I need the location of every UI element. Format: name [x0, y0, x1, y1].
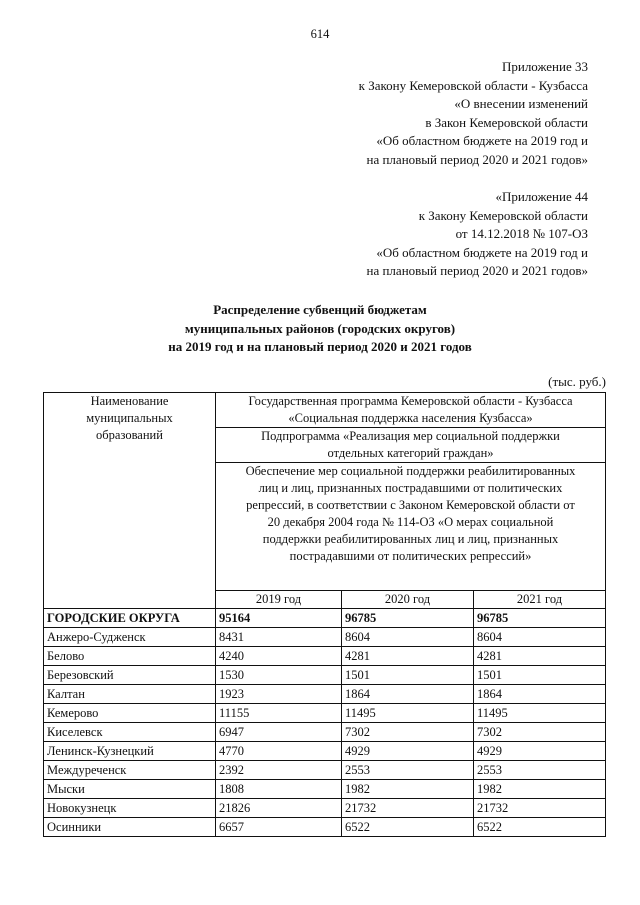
table-row [44, 685, 606, 704]
row-value-2019: 95164 [216, 609, 342, 628]
table-row [44, 761, 606, 780]
row-value-2019: 6657 [216, 818, 342, 837]
year-header-2019: 2019 год [216, 591, 342, 609]
row-value-2020: 6522 [342, 818, 474, 837]
table-row [44, 704, 606, 723]
measure-header: Обеспечение мер социальной поддержки реабилитированных лиц и лиц, признанных пострадавшими от политических репрессий, в соответствии с Законом Кемеровской области от 20 декабря 2004 года № 114-ОЗ «О мерах социальной поддержки реабилитированных лиц и лиц, признанных пострадавшими от политических репрессий» [216, 463, 606, 591]
appendix-line: к Закону Кемеровской области [418, 207, 588, 223]
appendix-line: в Закон Кемеровской области [425, 114, 588, 130]
page-number: 614 [310, 27, 330, 41]
appendix-line: «Об областном бюджете на 2019 год и [376, 133, 588, 149]
row-value-2021: 4281 [474, 647, 606, 666]
program-header: Государственная программа Кемеровской области - Кузбасса «Социальная поддержка населения Кузбасса» [216, 393, 606, 428]
row-value-2020: 8604 [342, 628, 474, 647]
appendix-line: на плановый период 2020 и 2021 годов» [366, 263, 588, 279]
row-value-2019: 2392 [216, 761, 342, 780]
table-row [44, 742, 606, 761]
row-value-2020: 96785 [342, 609, 474, 628]
row-name: ГОРОДСКИЕ ОКРУГА [44, 609, 216, 628]
row-value-2021: 1982 [474, 780, 606, 799]
table-row [44, 799, 606, 818]
row-name: Белово [44, 647, 216, 666]
row-value-2020: 4281 [342, 647, 474, 666]
appendix-line: «Приложение 44 [495, 189, 588, 204]
row-value-2019: 1808 [216, 780, 342, 799]
row-value-2020: 11495 [342, 704, 474, 723]
appendix-line: «Об областном бюджете на 2019 год и [376, 244, 588, 260]
title-line: муниципальных районов (городских округов) [184, 320, 456, 336]
subprogram-header: Подпрограмма «Реализация мер социальной поддержки отдельных категорий граждан» [216, 428, 606, 463]
table-row [44, 666, 606, 685]
units-label: (тыс. руб.) [548, 374, 606, 389]
year-header-2020: 2020 год [342, 591, 474, 609]
row-value-2021: 21732 [474, 799, 606, 818]
row-value-2019: 4240 [216, 647, 342, 666]
row-value-2019: 8431 [216, 628, 342, 647]
table-header-row [44, 393, 606, 428]
document-title [0, 301, 640, 357]
row-name: Мыски [44, 780, 216, 799]
row-value-2021: 7302 [474, 723, 606, 742]
table-row [44, 628, 606, 647]
row-value-2019: 21826 [216, 799, 342, 818]
subventions-table [43, 392, 606, 837]
appendix-44-header [367, 188, 589, 281]
row-name: Ленинск-Кузнецкий [44, 742, 216, 761]
appendix-line: «О внесении изменений [454, 96, 588, 112]
row-value-2020: 7302 [342, 723, 474, 742]
appendix-33-header [359, 58, 588, 170]
row-name: Осинники [44, 818, 216, 837]
table-row [44, 647, 606, 666]
row-value-2021: 1864 [474, 685, 606, 704]
year-header-2021: 2021 год [474, 591, 606, 609]
row-value-2020: 1501 [342, 666, 474, 685]
row-name: Междуреченск [44, 761, 216, 780]
title-line: Распределение субвенций бюджетам [213, 302, 427, 317]
appendix-line: к Закону Кемеровской области - Кузбасса [358, 77, 588, 93]
row-value-2020: 2553 [342, 761, 474, 780]
row-value-2020: 1982 [342, 780, 474, 799]
table-row [44, 723, 606, 742]
row-name: Анжеро-Судженск [44, 628, 216, 647]
row-name: Березовский [44, 666, 216, 685]
row-value-2021: 11495 [474, 704, 606, 723]
row-value-2020: 4929 [342, 742, 474, 761]
row-value-2019: 4770 [216, 742, 342, 761]
row-value-2021: 96785 [474, 609, 606, 628]
row-name: Калтан [44, 685, 216, 704]
row-value-2020: 1864 [342, 685, 474, 704]
row-name: Кемерово [44, 704, 216, 723]
row-value-2019: 11155 [216, 704, 342, 723]
appendix-line: на плановый период 2020 и 2021 годов» [366, 151, 588, 167]
row-value-2019: 1923 [216, 685, 342, 704]
total-row [44, 609, 606, 628]
row-value-2019: 6947 [216, 723, 342, 742]
table-row [44, 818, 606, 837]
table-row [44, 780, 606, 799]
row-value-2021: 6522 [474, 818, 606, 837]
row-value-2020: 21732 [342, 799, 474, 818]
row-value-2021: 1501 [474, 666, 606, 685]
row-name: Киселевск [44, 723, 216, 742]
row-value-2021: 8604 [474, 628, 606, 647]
title-line: на 2019 год и на плановый период 2020 и 2021 годов [168, 339, 472, 354]
row-value-2021: 4929 [474, 742, 606, 761]
appendix-line: Приложение 33 [501, 59, 588, 74]
appendix-line: от 14.12.2018 № 107-ОЗ [455, 226, 588, 242]
row-value-2021: 2553 [474, 761, 606, 780]
row-name: Новокузнецк [44, 799, 216, 818]
row-value-2019: 1530 [216, 666, 342, 685]
name-column-header: Наименование муниципальных образований [44, 393, 216, 609]
